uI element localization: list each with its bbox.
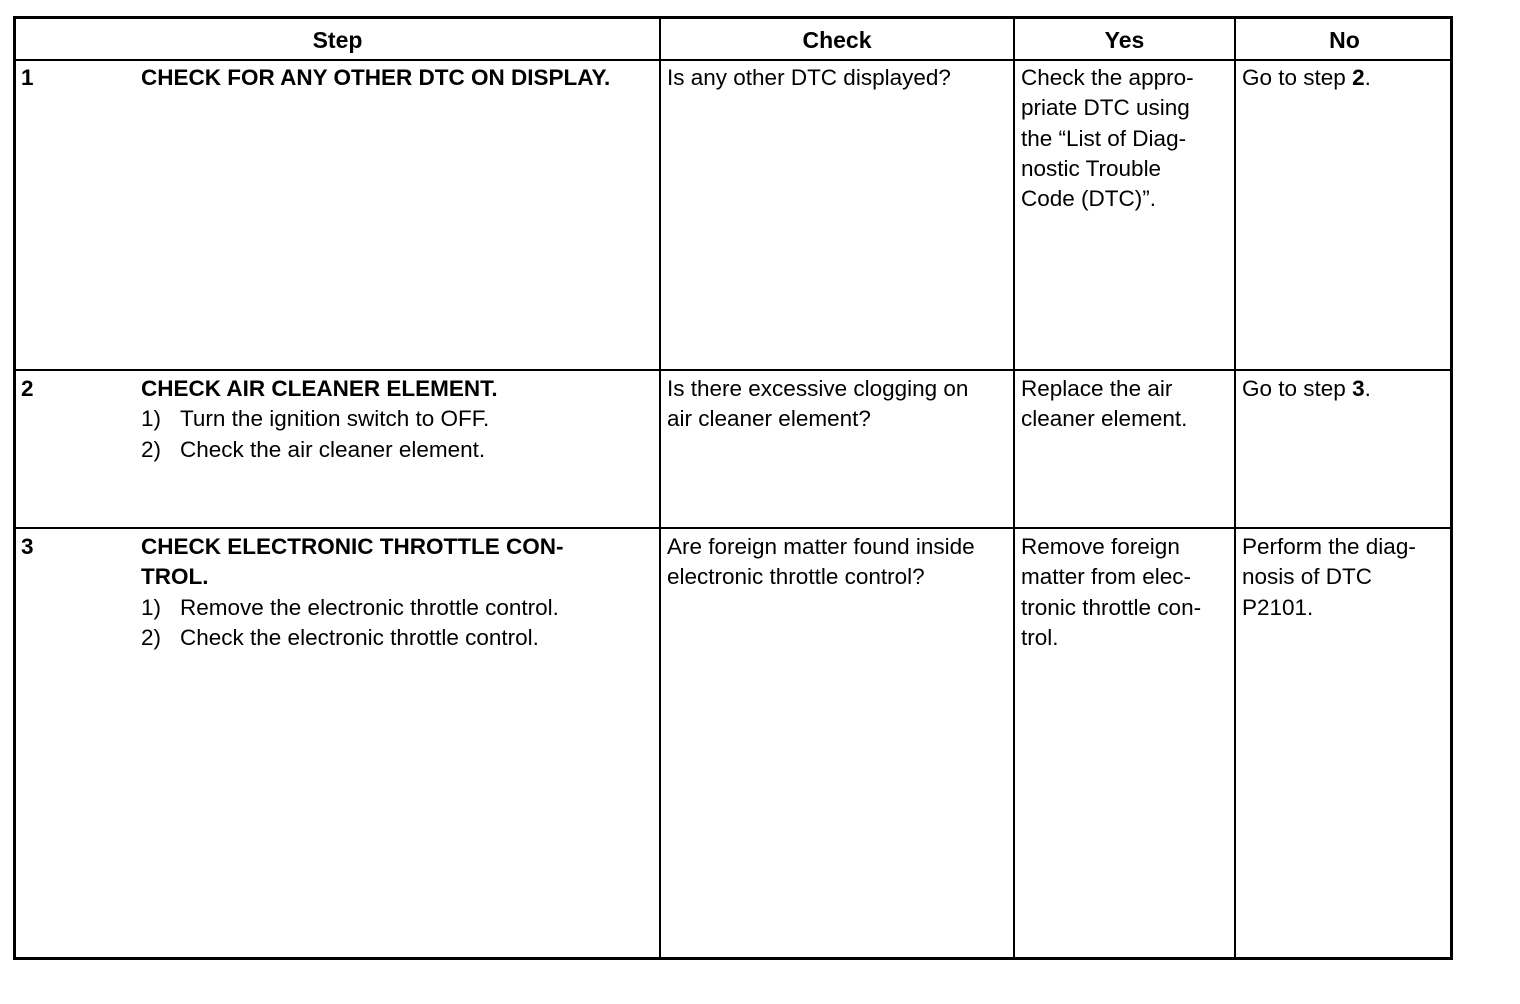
step-content xyxy=(141,374,656,465)
substep: 2) Check the air cleaner element. xyxy=(141,436,486,462)
no-action: Go to step 3. xyxy=(1242,376,1371,401)
no-action: Go to step 2. xyxy=(1242,65,1371,90)
diagnostic-table xyxy=(13,16,1453,960)
yes-action: Remove foreign matter from elec- tronic throttle con- trol. xyxy=(1021,534,1202,650)
header-check: Check xyxy=(802,26,872,53)
step-number: 1 xyxy=(21,65,34,90)
header-yes: Yes xyxy=(1104,26,1145,53)
check-question: Are foreign matter found inside electronic throttle control? xyxy=(667,534,975,590)
step-title: CHECK ELECTRONIC THROTTLE CON- xyxy=(141,534,564,559)
step-number: 3 xyxy=(21,534,34,559)
step-reference: 2 xyxy=(1352,65,1365,90)
yes-action: Replace the air cleaner element. xyxy=(1021,376,1188,432)
step-content xyxy=(141,532,656,653)
row-divider xyxy=(16,369,1450,371)
check-question: Is any other DTC displayed? xyxy=(667,65,951,90)
substep: 1) Turn the ignition switch to OFF. xyxy=(141,406,490,432)
header-step: Step xyxy=(312,26,363,53)
no-action: Perform the diag- nosis of DTC P2101. xyxy=(1242,534,1416,620)
step-content xyxy=(141,63,656,93)
step-title: CHECK AIR CLEANER ELEMENT. xyxy=(141,376,498,401)
row-divider xyxy=(16,527,1450,529)
step-title: CHECK FOR ANY OTHER DTC ON DISPLAY. xyxy=(141,65,611,90)
yes-action: Check the appro- priate DTC using the “List of Diag- nostic Trouble Code (DTC)”. xyxy=(1021,65,1194,212)
column-divider xyxy=(659,19,661,957)
substep: 2) Check the electronic throttle control. xyxy=(141,624,539,650)
column-divider xyxy=(1013,19,1015,957)
column-divider xyxy=(1234,19,1236,957)
check-question: Is there excessive clogging on air cleaner element? xyxy=(667,376,969,432)
header-no: No xyxy=(1329,26,1360,53)
step-title: TROL. xyxy=(141,564,209,590)
substep: 1) Remove the electronic throttle control. xyxy=(141,594,559,620)
step-number: 2 xyxy=(21,376,34,401)
step-reference: 3 xyxy=(1352,376,1365,401)
